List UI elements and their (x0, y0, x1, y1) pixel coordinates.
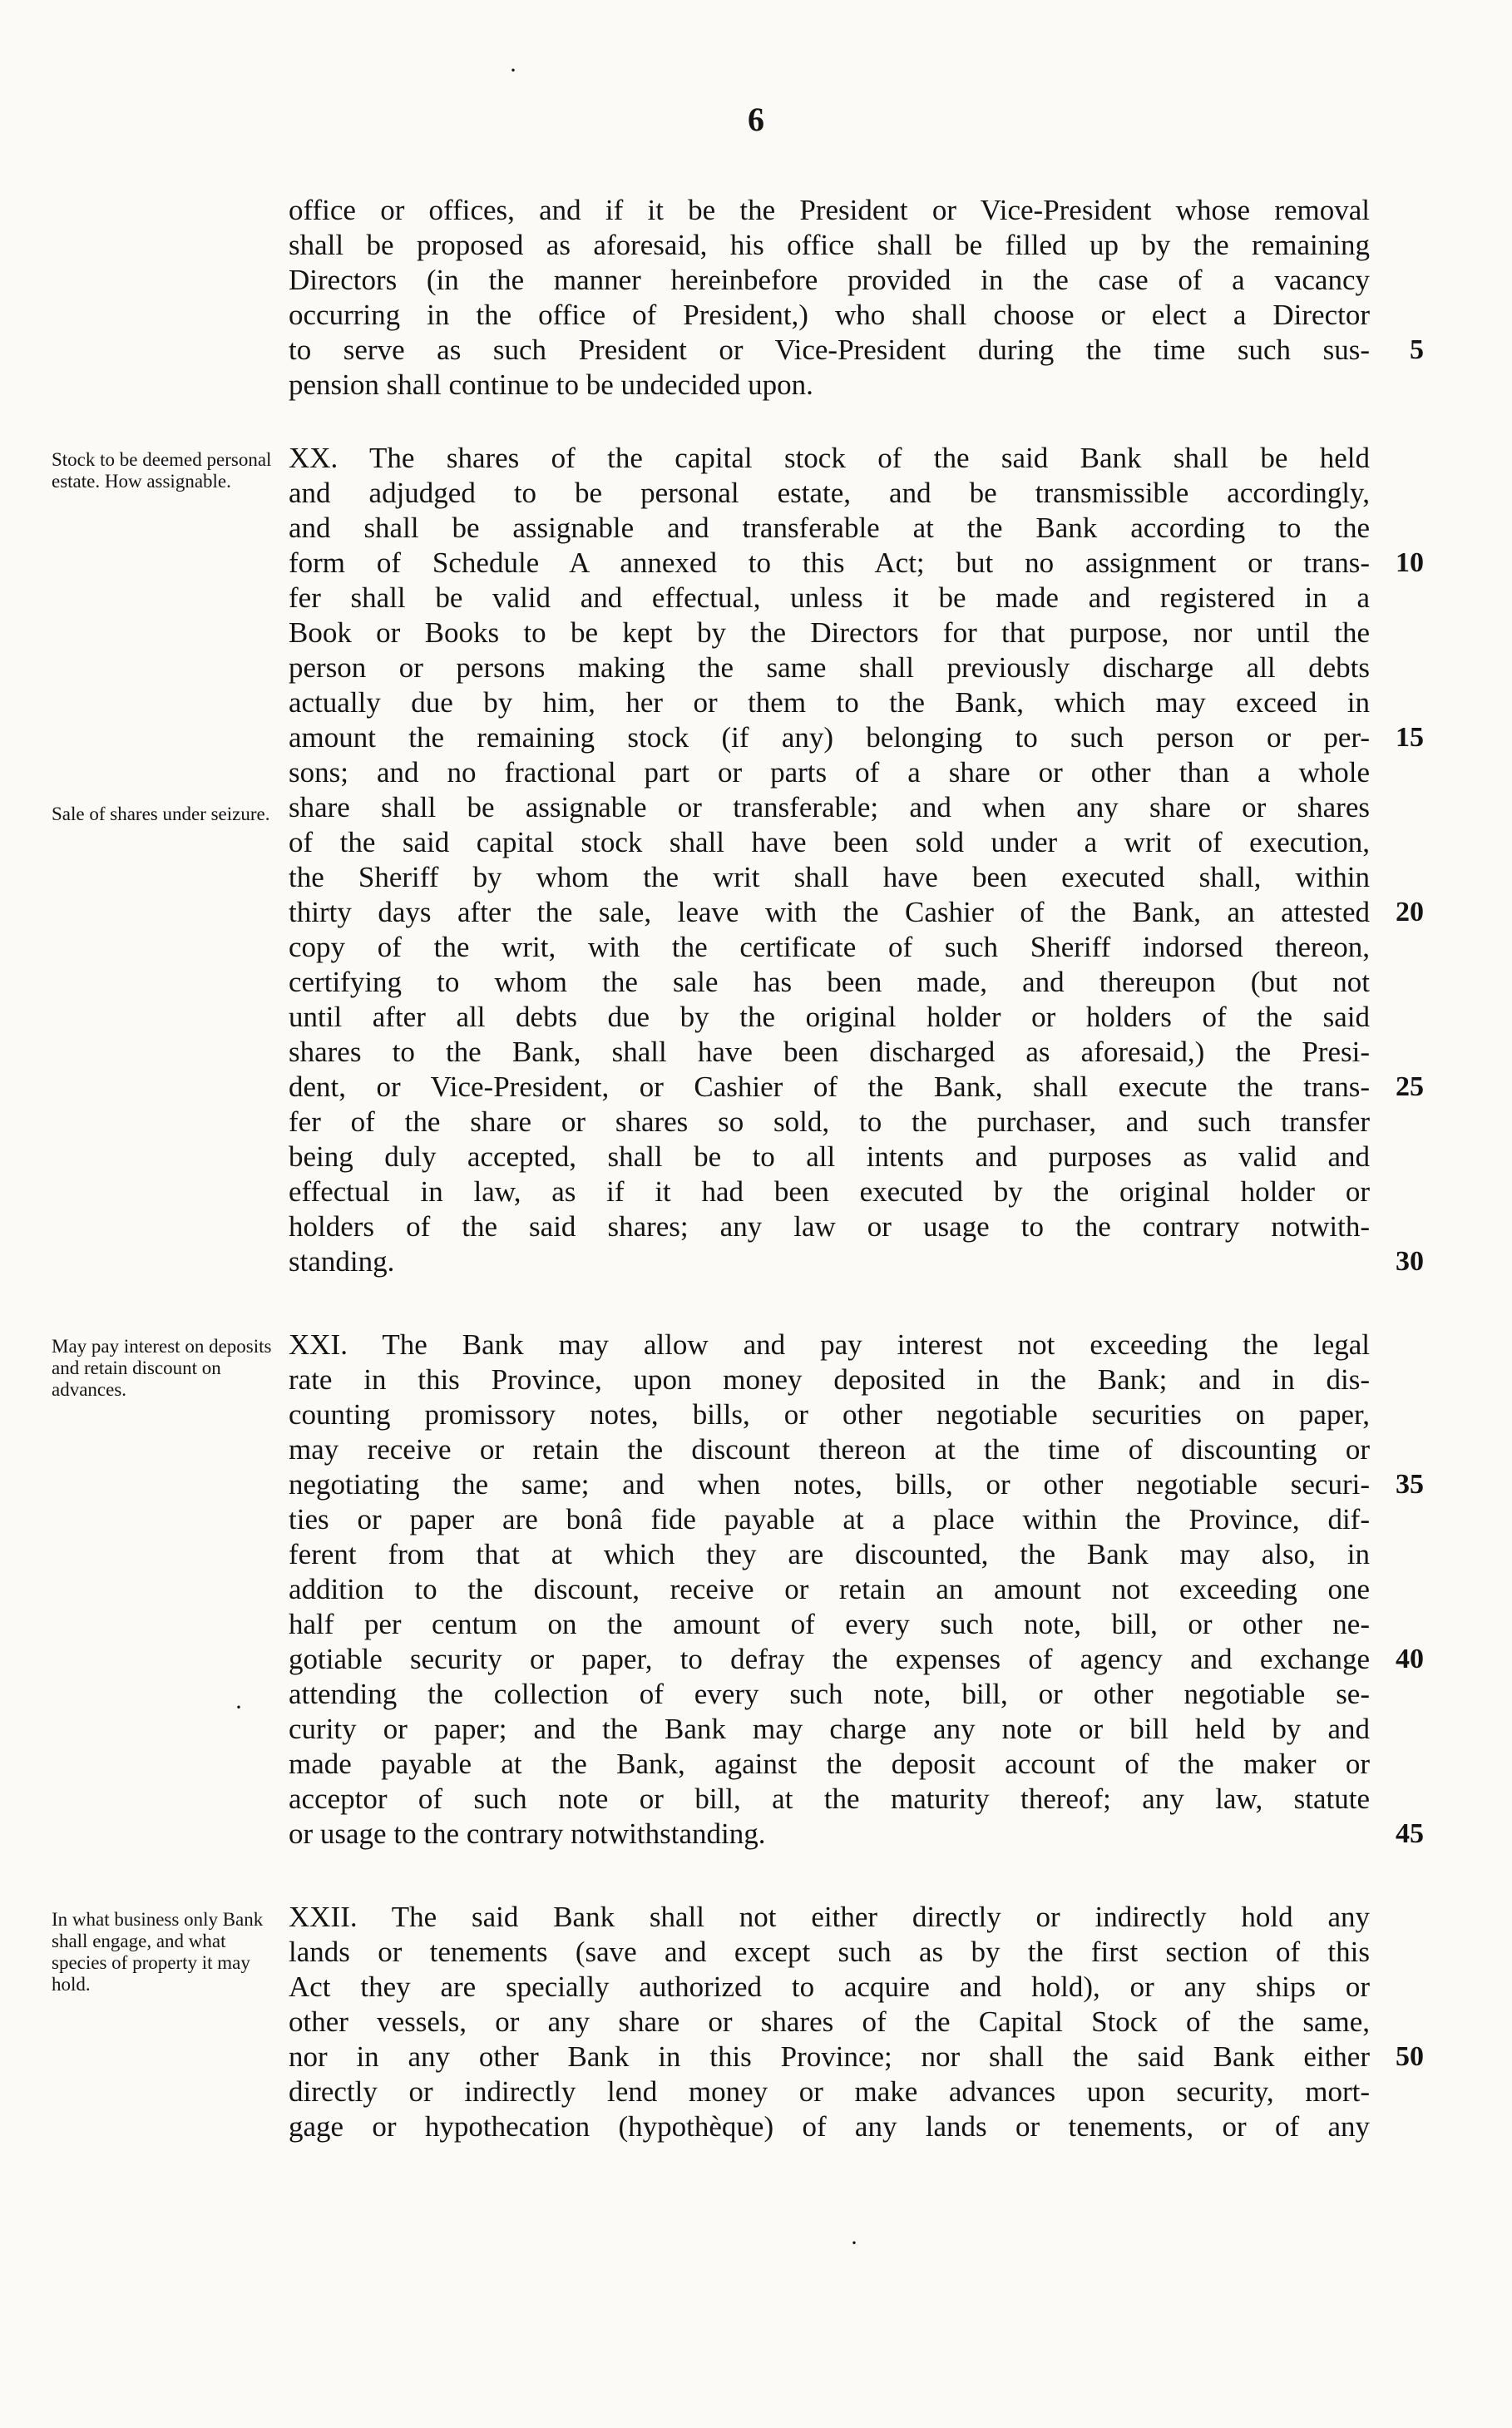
text-line: half per centum on the amount of every such note, bill, or other ne- (289, 1608, 1370, 1640)
section-heading-line: XX. The shares of the capital stock of the said Bank shall be held (289, 442, 1370, 474)
text-line: office or offices, and if it be the President or Vice-President whose removal (289, 194, 1370, 226)
line-number: 50 (1396, 2041, 1424, 2072)
margin-note-interest-and-discount: May pay interest on deposits and retain discount on advances. (52, 1336, 272, 1400)
text-line: shares to the Bank, shall have been discharged as aforesaid,) the Presi- (289, 1036, 1370, 1068)
text-line: the Sheriff by whom the writ shall have been executed shall, within (289, 861, 1370, 893)
text-line: gotiable security or paper, to defray the expenses of agency and exchange (289, 1643, 1370, 1675)
printer-mark: · (509, 57, 517, 84)
line-number: 45 (1396, 1818, 1424, 1849)
text-line: copy of the writ, with the certificate of such Sheriff indorsed thereon, (289, 931, 1370, 963)
text-line: person or persons making the same shall previously discharge all debts (289, 651, 1370, 684)
text-line: or usage to the contrary notwithstanding. (289, 1817, 766, 1850)
printer-mark: · (850, 2229, 858, 2257)
line-number: 10 (1396, 547, 1424, 578)
text-line: nor in any other Bank in this Province; nor shall the said Bank either (289, 2040, 1370, 2073)
text-line: ties or paper are bonâ fide payable at a place within the Province, dif- (289, 1503, 1370, 1535)
text-line: attending the collection of every such note, bill, or other negotiable se- (289, 1678, 1370, 1710)
line-number: 40 (1396, 1644, 1424, 1674)
margin-note-sale-of-shares: Sale of shares under seizure. (52, 804, 270, 824)
margin-note-stock-personal-estate: Stock to be deemed personal estate. How assignable. (52, 449, 272, 492)
section-heading-line: XXI. The Bank may allow and pay interest not exceeding the legal (289, 1328, 1370, 1361)
text-line: being duly accepted, shall be to all intents and purposes as valid and (289, 1140, 1370, 1173)
text-line: and adjudged to be personal estate, and be transmissible accordingly, (289, 477, 1370, 509)
text-line: gage or hypothecation (hypothèque) of any lands or tenements, or of any (289, 2110, 1370, 2143)
line-number: 35 (1396, 1469, 1424, 1500)
text-line: effectual in law, as if it had been executed by the original holder or (289, 1175, 1370, 1208)
text-line: share shall be assignable or transferable; and when any share or shares (289, 791, 1370, 823)
line-number: 30 (1396, 1246, 1424, 1277)
text-line: holders of the said shares; any law or usage to the contrary notwith- (289, 1210, 1370, 1243)
line-number: 20 (1396, 897, 1424, 927)
text-line: Act they are specially authorized to acquire and hold), or any ships or (289, 1971, 1370, 2003)
text-line: certifying to whom the sale has been made, and thereupon (but not (289, 966, 1370, 998)
text-line: shall be proposed as aforesaid, his office shall be filled up by the remaining (289, 229, 1370, 261)
text-line: Book or Books to be kept by the Directors for that purpose, nor until the (289, 616, 1370, 649)
text-line: standing. (289, 1245, 395, 1278)
text-line: negotiating the same; and when notes, bills, or other negotiable securi- (289, 1468, 1370, 1501)
text-line: directly or indirectly lend money or make advances upon security, mort- (289, 2075, 1370, 2108)
text-line: fer of the share or shares so sold, to the purchaser, and such transfer (289, 1105, 1370, 1138)
text-line: form of Schedule A annexed to this Act; but no assignment or trans- (289, 546, 1370, 579)
text-line: rate in this Province, upon money deposited in the Bank; and in dis- (289, 1363, 1370, 1396)
text-line: counting promissory notes, bills, or other negotiable securities on paper, (289, 1398, 1370, 1431)
text-line: curity or paper; and the Bank may charge any note or bill held by and (289, 1713, 1370, 1745)
text-line: may receive or retain the discount thereon at the time of discounting or (289, 1433, 1370, 1466)
text-line: dent, or Vice-President, or Cashier of the Bank, shall execute the trans- (289, 1071, 1370, 1103)
text-line: fer shall be valid and effectual, unless it be made and registered in a (289, 581, 1370, 614)
printer-mark: · (235, 1694, 243, 1721)
page-number: 6 (748, 101, 764, 138)
text-line: thirty days after the sale, leave with the Cashier of the Bank, an attested (289, 896, 1370, 928)
text-line: other vessels, or any share or shares of the Capital Stock of the same, (289, 2005, 1370, 2038)
text-line: pension shall continue to be undecided upon. (289, 368, 813, 401)
text-line: acceptor of such note or bill, at the maturity thereof; any law, statute (289, 1783, 1370, 1815)
section-heading-line: XXII. The said Bank shall not either directly or indirectly hold any (289, 1901, 1370, 1933)
text-line: addition to the discount, receive or retain an amount not exceeding one (289, 1573, 1370, 1605)
margin-note-business-and-property: In what business only Bank shall engage, and what species of property it may hold. (52, 1909, 264, 1995)
text-line: until after all debts due by the original holder or holders of the said (289, 1001, 1370, 1033)
text-line: sons; and no fractional part or parts of a share or other than a whole (289, 756, 1370, 789)
text-line: Directors (in the manner hereinbefore provided in the case of a vacancy (289, 264, 1370, 296)
line-number: 5 (1410, 334, 1424, 365)
text-line: made payable at the Bank, against the deposit account of the maker or (289, 1748, 1370, 1780)
text-line: to serve as such President or Vice-President during the time such sus- (289, 334, 1370, 366)
line-number: 15 (1396, 722, 1424, 753)
text-line: occurring in the office of President,) who shall choose or elect a Director (289, 299, 1370, 331)
text-line: ferent from that at which they are discounted, the Bank may also, in (289, 1538, 1370, 1570)
text-line: and shall be assignable and transferable at the Bank according to the (289, 512, 1370, 544)
line-number: 25 (1396, 1071, 1424, 1102)
text-line: lands or tenements (save and except such as by the first section of this (289, 1936, 1370, 1968)
text-line: actually due by him, her or them to the Bank, which may exceed in (289, 686, 1370, 719)
text-line: amount the remaining stock (if any) belonging to such person or per- (289, 721, 1370, 754)
text-line: of the said capital stock shall have been sold under a writ of execution, (289, 826, 1370, 858)
